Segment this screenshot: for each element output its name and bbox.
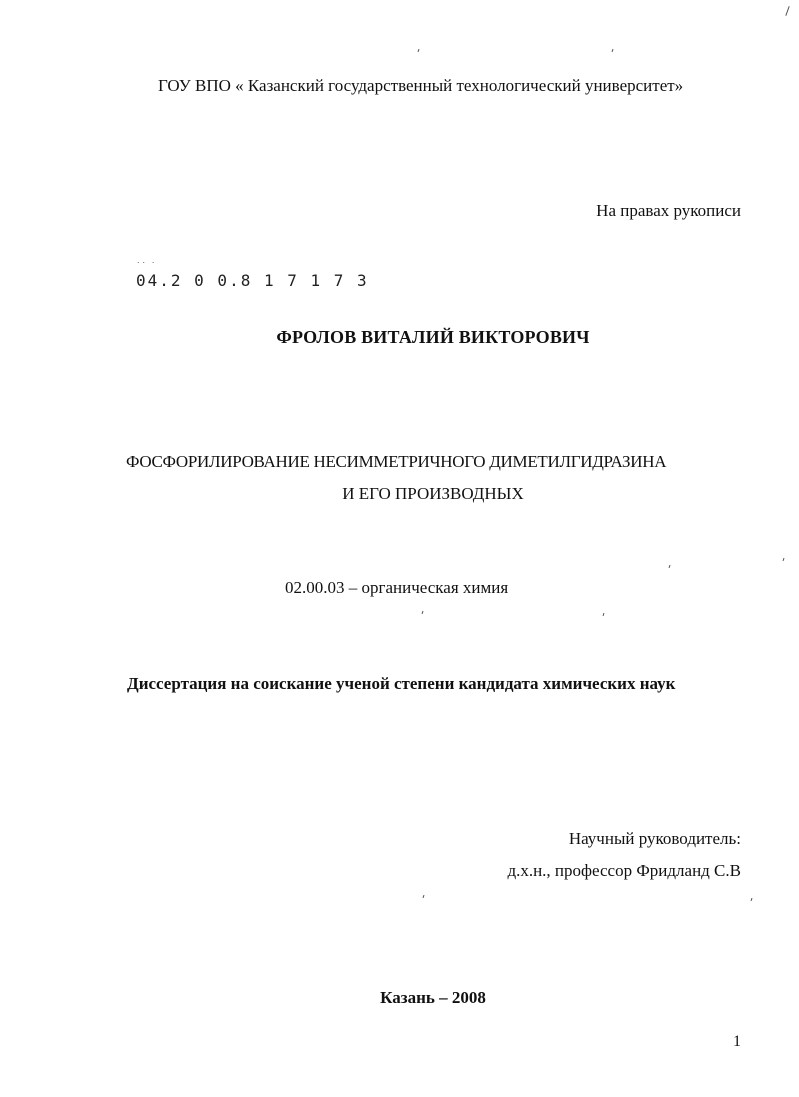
scan-speck [751,898,753,901]
city-year: Казань – 2008 [380,988,486,1007]
scan-speck [785,6,789,16]
scan-speck [418,49,420,52]
author-name: ФРОЛОВ ВИТАЛИЙ ВИКТОРОВИЧ [276,327,590,347]
scan-speck [783,558,785,561]
advisor-label: Научный руководитель: [568,829,741,848]
scan-speck [603,613,605,616]
institution-name: ГОУ ВПО « Казанский государственный технологический университет» [158,76,684,95]
page-number: 1 [733,1033,741,1050]
thesis-title-line-2: И ЕГО ПРОИЗВОДНЫХ [342,484,524,503]
advisor-name: д.х.н., профессор Фридланд С.В [507,861,741,880]
scan-speck [423,895,425,898]
manuscript-note: На правах рукописи [596,201,741,220]
specialty-code: 02.00.03 – органическая химия [285,578,509,597]
thesis-title-line-1: ФОСФОРИЛИРОВАНИЕ НЕСИММЕТРИЧНОГО ДИМЕТИЛГИДРАЗИНА [126,452,667,471]
scan-speck [669,565,671,568]
dissertation-statement: Диссертация на соискание ученой степени кандидата химических наук [127,674,676,693]
registration-stamp: 04.2 0 0.8 1 7 1 7 3 [136,271,369,290]
scan-speck [422,611,424,614]
stamp-marks: ˙˙ ˙ [136,262,157,272]
scan-speck [612,49,614,52]
